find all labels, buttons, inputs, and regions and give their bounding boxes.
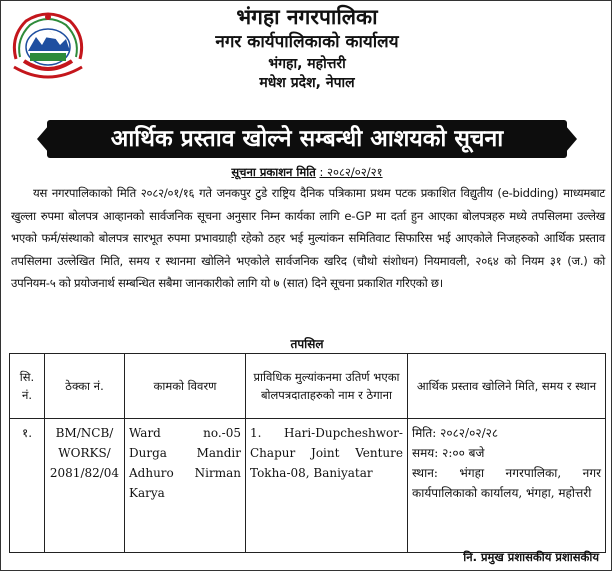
opening-time: समय: २:०० बजे [412,446,485,460]
header-contract-no: ठेक्का नं. [45,354,125,419]
header-work-description: कामको विवरण [125,354,246,419]
header-serial: सि. नं. [10,354,45,419]
schedule-table [9,353,606,553]
header-opening: आर्थिक प्रस्ताव खोलिने मिति, समय र स्थान [408,354,606,419]
cell-contract-no: BM/NCB/ WORKS/ 2081/82/04 [45,419,125,553]
cell-work-description: Ward no.-05 Durga Mandir Adhuro Nirman Karya [125,419,246,553]
cell-bidder: 1. Hari-Dupcheshwor-Chapur Joint Venture Tokha-08, Baniyatar [246,419,408,553]
publication-date [1,165,612,180]
header-bidder: प्राविधिक मुल्यांकनमा उतिर्ण भएका बोलपत्रदाताहरुको नाम र ठेगाना [246,354,408,419]
notice-title: आर्थिक प्रस्ताव खोल्ने सम्बन्धी आशयको सूचना [47,120,567,158]
publication-date-label: सूचना प्रकाशन मिति [231,165,316,179]
municipality-name: भंगहा नगरपालिका [236,5,378,29]
cell-serial: १. [10,419,45,553]
office-location: भंगहा, महोत्तरी [268,56,346,72]
province-name: मधेश प्रदेश, नेपाल [259,75,355,91]
opening-place: स्थान: भंगहा नगरपालिका, नगर कार्यपालिकाको कार्यालय, भंगहा, महोत्तरी [412,466,601,500]
signature-line: नि. प्रमुख प्रशासकीय प्रशासकीय [463,550,599,564]
ribbon-right-shape [565,125,577,153]
notice-body [11,182,605,295]
table-row [10,419,606,553]
publication-date-value: : २०८२/०२/२१ [319,165,383,179]
opening-date: मिति: २०८२/०२/२८ [412,426,499,440]
letterhead [1,7,612,90]
cell-opening [408,419,606,553]
title-banner [37,120,577,158]
schedule-heading: तपसिल [290,337,324,351]
table-header-row [10,354,606,419]
office-name: नगर कार्यपालिकाको कार्यालय [215,32,399,52]
notice-paragraph: यस नगरपालिकाको मिति २०८२/०१/१६ गते जनकपुर टुडे राष्ट्रिय दैनिक पत्रिकामा प्रथम पटक प्रकाशित विद्युतीय (e-bidding) माध्यमबाट खुल्ला रुपमा बोलपत्र आव्हानको सार्वजनिक सूचना अनुसार निम्न कार्यका लागि e-GP मा दर्ता हुन आएका बोलपत्रहरु मध्ये तपसिलमा उल्लेख भएको फर्म/संस्थाको बोलपत्र सारभूत रुपमा प्रभावग्राही रहेको ठहर भई मुल्यांकन समितिवाट सिफारिस भई आएकोले निजहरुको आर्थिक प्रस्ताव तपसिलमा उल्लेखित मिति, समय र स्थानमा खोलिने भएकोले सार्वजनिक खरिद (चौथो संशोधन) नियमावली, २०६४ को नियम ३१ (ज.) को उपनियम-५ को प्रयोजनार्थ सम्बन्धित सबैमा जानकारीको लागि यो ७ (सात) दिने सूचना प्रकाशित गरिएको छ। [11,186,605,290]
